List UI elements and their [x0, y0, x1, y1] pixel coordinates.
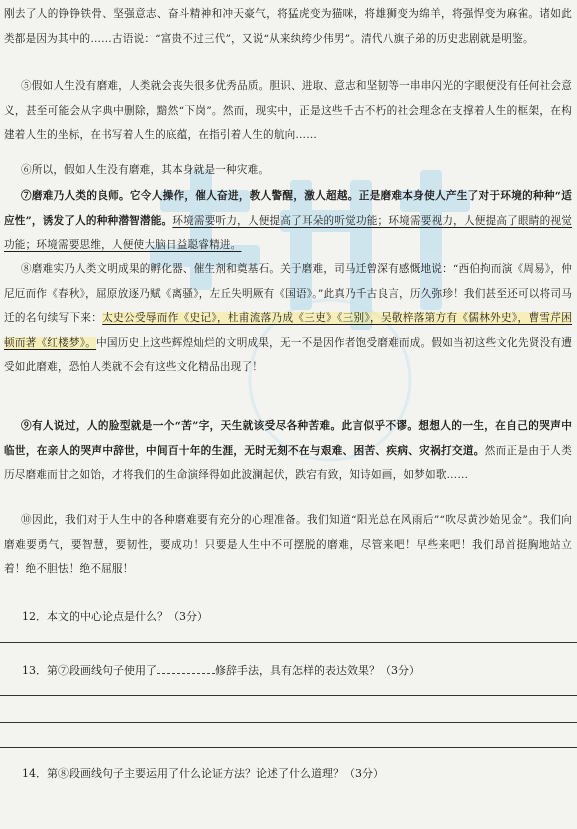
paragraph-7 — [4, 184, 572, 258]
paragraph-8-underlined: 太史公受辱而作《史记》，杜甫流落乃成《三吏》《三别》，吴敬梓落第方有《儒林外史》，曹雪芹困顿而著《红楼梦》。 — [4, 312, 572, 349]
question-13-part-a: 13．第⑦段画线句子使用了 — [22, 664, 157, 677]
question-13-blank[interactable] — [157, 663, 215, 674]
paragraph-continuation: 刚去了人的铮铮铁骨、坚强意志、奋斗精神和冲天豪气，将猛虎变为猫咪，将雄狮变为绵羊，将强悍变为麻雀。诸如此类都是因为其中的……古语说：“富贵不过三代”，又说“从来纨绔少伟男”。清代八旗子弟的历史悲剧就是明鉴。 — [4, 8, 572, 45]
answer-line-13a — [0, 695, 577, 696]
paragraph-9 — [4, 414, 572, 488]
question-13-part-b: 修辞手法，具有怎样的表达效果？（3分） — [215, 664, 420, 677]
paragraph-8-part-a: ⑧磨难实乃人类文明成果的孵化器、催生剂和奠基石。关于磨难，司马迁曾深有感慨地说：“西伯拘而演《周易》，仲尼厄而作《春秋》，屈原放逐乃赋《离骚》，左丘失明厥有《国语》。”此真乃千古良言，历久弥珍！我们甚至还可以将司马迁的名句续写下来： — [4, 263, 572, 324]
answer-line-13c — [0, 747, 577, 748]
answer-line-13b — [0, 722, 577, 723]
paragraph-9-bold: ⑨有人说过，人的脸型就是一个“苦”字，天生就该受尽各种苦难。此言似乎不谬。想想人的一生，在自己的哭声中临世，在亲人的哭声中辞世，中间百十年的生涯，无时无刻不在与艰难、困苦、疾病、灾祸打交道。 — [4, 420, 572, 457]
paragraph-8-part-b: 中国历史上这些辉煌灿烂的文明成果，无一不是因作者饱受磨难而成。假如当初这些文化先贤没有遭受如此磨难，恐怕人类就不会有这些文化精品出现了！ — [4, 336, 573, 373]
paragraph-7-underlined: 环境需要听力，人便提高了耳朵的听觉功能；环境需要视力，人便提高了眼睛的视觉功能；环境需要思维，人便使大脑日益聪睿精进。 — [4, 214, 572, 251]
paragraph-5: ⑤假如人生没有磨难，人类就会丧失很多优秀品质。胆识、进取、意志和坚韧等一串串闪光的字眼便没有任何社会意义，甚至可能会从字典中删除，黯然“下岗”。然而，现实中，正是这些千古不朽的社会理念在支撑着人生的框架，在构建着人生的坐标，在书写着人生的底蕴，在指引着人生的航向…… — [4, 80, 572, 141]
paragraph-7-bold: ⑦磨难乃人类的良师。它令人操作，催人奋进，教人警醒，激人超越。正是磨难本身使人产生了对于环境的种种“适应性”，诱发了人的种种潜智潜能。 — [4, 190, 572, 227]
question-14: 14．第⑧段画线句子主要运用了什么论证方法？论述了什么道理？（3分） — [22, 767, 384, 780]
question-12: 12．本文的中心论点是什么？（3分） — [22, 610, 208, 623]
paragraph-9-part-b: 然而正是由于人类历尽磨难而甘之如饴，才将我们的生命演绎得如此波澜起伏，跌宕有致，知诗如画，如梦如歌…… — [4, 444, 572, 481]
question-13 — [22, 662, 420, 678]
paragraph-8 — [4, 257, 572, 380]
paragraph-10: ⑩因此，我们对于人生中的各种磨难要有充分的心理准备。我们知道“阳光总在风雨后”“吹尽黄沙始见金”。我们向磨难要勇气，要智慧，要韧性，要成功！只要是人生中不可摆脱的磨难，尽管来吧！早些来吧！我们昂首挺胸地站立着！绝不胆怯！绝不屈服！ — [4, 514, 572, 575]
paragraph-6: ⑥所以，假如人生没有磨难，其本身就是一种灾难。 — [20, 164, 270, 176]
answer-line-12 — [0, 642, 577, 643]
